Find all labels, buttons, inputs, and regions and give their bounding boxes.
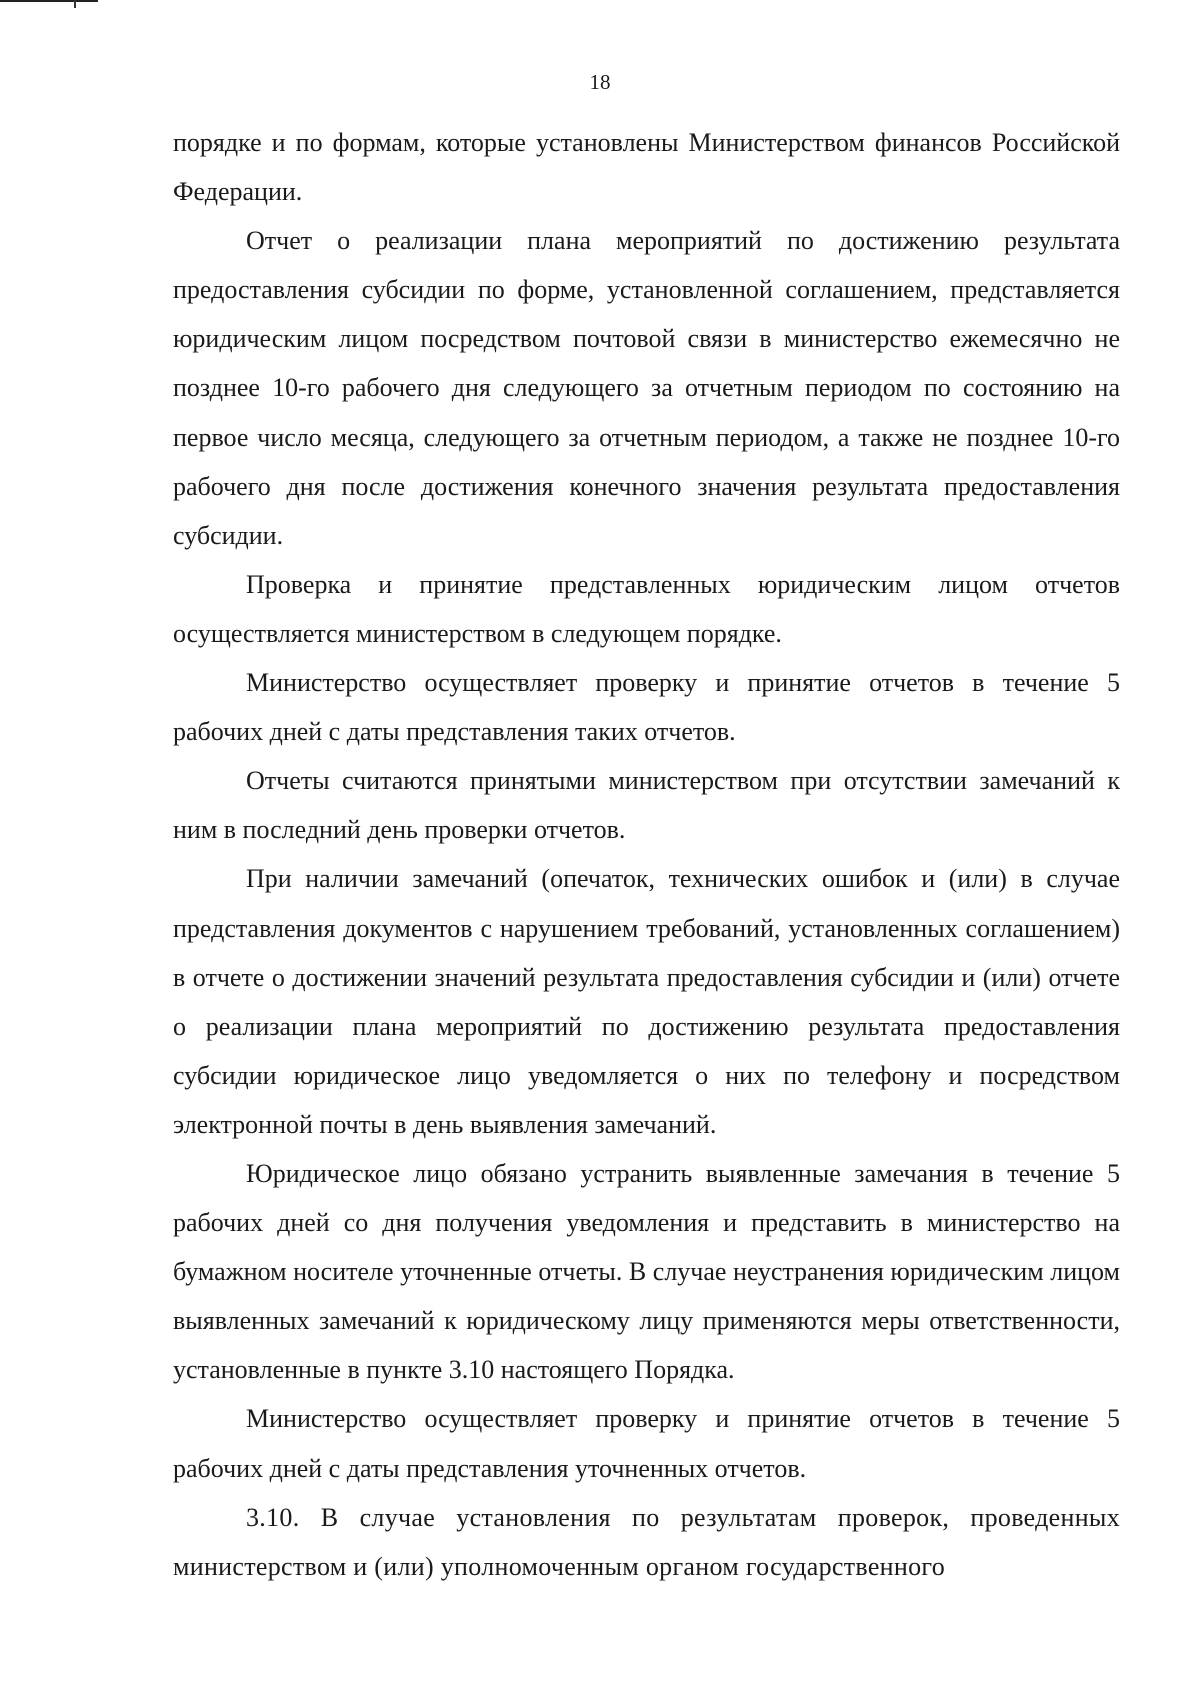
- paragraph-verification-period: Министерство осуществляет проверку и принятие отчетов в течение 5 рабочих дней с даты представления таких отчетов.: [173, 668, 1120, 747]
- paragraph-report-plan: Отчет о реализации плана мероприятий по достижению результата предоставления субсидии по форме, установленной соглашением, представляется юридическим лицом посредством почтовой связи в министерство ежемесячно не позднее 10-го рабочего дня следующего за отчетным периодом по состоянию на первое число месяца, следующего за отчетным периодом, а также не позднее 10-го рабочего дня после достижения конечного значения результата предоставления субсидии.: [173, 226, 1120, 550]
- paragraph-corrected-verification: Министерство осуществляет проверку и принятие отчетов в течение 5 рабочих дней с даты представления уточненных отчетов.: [173, 1404, 1120, 1483]
- paragraph-reports-accepted: Отчеты считаются принятыми министерством при отсутствии замечаний к ним в последний день проверки отчетов.: [173, 766, 1120, 845]
- paragraph-continued: порядке и по формам, которые установлены Министерством финансов Российской Федерации.: [173, 128, 1120, 207]
- document-body: [173, 118, 1120, 1591]
- page-number: 18: [589, 70, 611, 94]
- paragraph-item-3-10: 3.10. В случае установления по результатам проверок, проведенных министерством и (или) уполномоченным органом государственного: [173, 1502, 1120, 1581]
- scan-edge-mark: [0, 0, 98, 2]
- paragraph-corrections: Юридическое лицо обязано устранить выявленные замечания в течение 5 рабочих дней со дня получения уведомления и представить в министерство на бумажном носителе уточненные отчеты. В случае неустранения юридическим лицом выявленных замечаний к юридическому лицу применяются меры ответственности, установленные в пункте 3.10 настоящего Порядка.: [173, 1158, 1120, 1385]
- scan-edge-tick: [74, 0, 76, 8]
- paragraph-remarks: При наличии замечаний (опечаток, технических ошибок и (или) в случае представления документов с нарушением требований, установленных соглашением) в отчете о достижении значений результата предоставления субсидии и (или) отчете о реализации плана мероприятий по достижению результата предоставления субсидии юридическое лицо уведомляется о них по телефону и посредством электронной почты в день выявления замечаний.: [173, 864, 1120, 1139]
- paragraph-verification-order: Проверка и принятие представленных юридическим лицом отчетов осуществляется министерством в следующем порядке.: [173, 569, 1120, 648]
